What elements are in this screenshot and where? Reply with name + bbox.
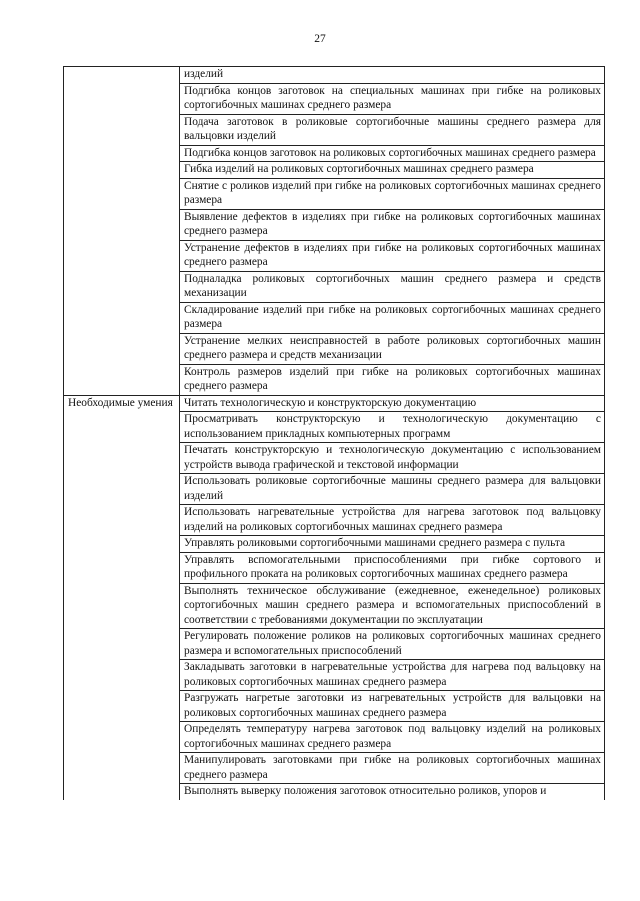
requirement-item: Управлять вспомогательными приспособлениями при гибке сортового и профильного проката на роликовых сортогибочных машинах среднего размера xyxy=(180,552,605,583)
page-number: 27 xyxy=(314,33,326,45)
requirement-item: Печатать конструкторскую и технологическую документацию с использованием устройств вывода графической и текстовой информации xyxy=(180,443,605,474)
requirement-item: Определять температуру нагрева заготовок под вальцовку изделий на роликовых сортогибочных машинах среднего размера xyxy=(180,722,605,753)
requirement-item: изделий xyxy=(180,67,605,84)
requirement-item: Использовать роликовые сортогибочные машины среднего размера для вальцовки изделий xyxy=(180,474,605,505)
requirement-item: Управлять роликовыми сортогибочными машинами среднего размера с пульта xyxy=(180,536,605,553)
requirement-item: Выполнять выверку положения заготовок относительно роликов, упоров и xyxy=(180,784,605,800)
requirement-item: Регулировать положение роликов на роликовых сортогибочных машинах среднего размера и вспомогательных приспособлений xyxy=(180,629,605,660)
requirement-item: Подгибка концов заготовок на роликовых сортогибочных машинах среднего размера xyxy=(180,145,605,162)
requirement-item: Снятие с роликов изделий при гибке на роликовых сортогибочных машинах среднего размера xyxy=(180,178,605,209)
section-label: Необходимые умения xyxy=(64,395,180,800)
requirement-item: Манипулировать заготовками при гибке на роликовых сортогибочных машинах среднего размера xyxy=(180,753,605,784)
requirements-table xyxy=(63,66,605,800)
requirement-item: Подгибка концов заготовок на специальных машинах при гибке на роликовых сортогибочных машинах среднего размера xyxy=(180,83,605,114)
requirement-item: Устранение дефектов в изделиях при гибке на роликовых сортогибочных машинах среднего размера xyxy=(180,240,605,271)
requirement-item: Выполнять техническое обслуживание (ежедневное, еженедельное) роликовых сортогибочных машин среднего размера и вспомогательных приспособлений в соответствии с требованиями документации по эксплуатации xyxy=(180,583,605,629)
requirement-item: Контроль размеров изделий при гибке на роликовых сортогибочных машинах среднего размера xyxy=(180,364,605,395)
requirement-item: Подача заготовок в роликовые сортогибочные машины среднего размера для вальцовки изделий xyxy=(180,114,605,145)
requirement-item: Читать технологическую и конструкторскую документацию xyxy=(180,395,605,412)
section-label xyxy=(64,67,180,396)
requirement-item: Использовать нагревательные устройства для нагрева заготовок под вальцовку изделий на роликовых сортогибочных машинах среднего размера xyxy=(180,505,605,536)
requirement-item: Подналадка роликовых сортогибочных машин среднего размера и средств механизации xyxy=(180,271,605,302)
requirement-item: Гибка изделий на роликовых сортогибочных машинах среднего размера xyxy=(180,162,605,179)
requirement-item: Выявление дефектов в изделиях при гибке на роликовых сортогибочных машинах среднего размера xyxy=(180,209,605,240)
requirement-item: Просматривать конструкторскую и технологическую документацию с использованием прикладных компьютерных программ xyxy=(180,412,605,443)
table-row xyxy=(64,395,605,412)
requirement-item: Закладывать заготовки в нагревательные устройства для нагрева под вальцовку на роликовых сортогибочных машинах среднего размера xyxy=(180,660,605,691)
requirement-item: Разгружать нагретые заготовки из нагревательных устройств для вальцовки на роликовых сортогибочных машинах среднего размера xyxy=(180,691,605,722)
requirement-item: Складирование изделий при гибке на роликовых сортогибочных машинах среднего размера xyxy=(180,302,605,333)
requirement-item: Устранение мелких неисправностей в работе роликовых сортогибочных машин среднего размера и средств механизации xyxy=(180,333,605,364)
table-row xyxy=(64,67,605,84)
